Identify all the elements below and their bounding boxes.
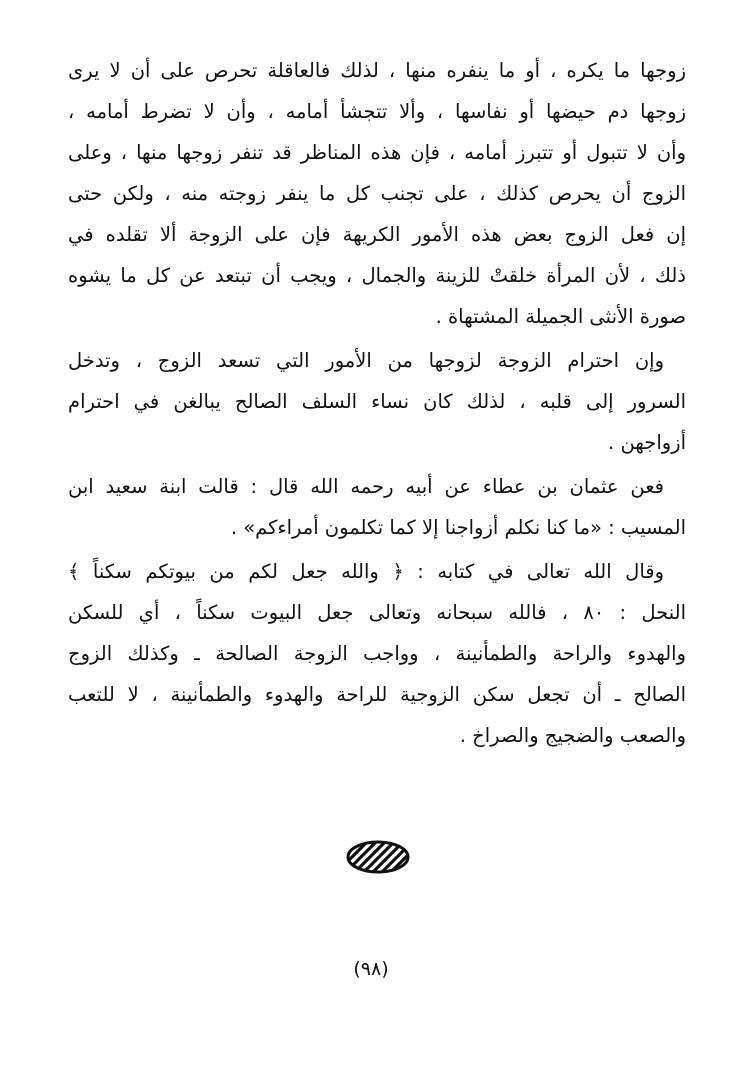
body-text — [68, 50, 686, 756]
text-line: فعن عثمان بن عطاء عن أبيه رحمه الله قال : قالت ابنة سعيد ابن — [68, 475, 664, 498]
text-line: صورة الأنثى الجميلة المشتهاة . — [435, 305, 686, 328]
text-line: وقال الله تعالى في كتابه : ﴿ والله جعل لكم من بيوتكم سكناً ﴾ — [68, 560, 664, 583]
text-line: الزوج أن يحرص كذلك ، على تجنب كل ما ينفر زوجته منه ، ولكن حتى — [68, 182, 686, 205]
text-line: إن فعل الزوج بعض هذه الأمور الكريهة فإن على الزوجة ألا تقلده في — [68, 223, 686, 246]
text-line: وأن لا تتبول أو تتبرز أمامه ، فإن هذه المناظر قد تنفر زوجها منها ، وعلى — [68, 141, 686, 164]
text-line: والهدوء والراحة والطمأنينة ، وواجب الزوجة الصالحة ـ وكذلك الزوج — [68, 642, 686, 665]
hatched-oval-ornament-icon — [346, 840, 410, 874]
text-line: المسيب : «ما كنا نكلم أزواجنا إلا كما تكلمون أمراءكم» . — [230, 516, 686, 539]
text-line: السرور إلى قلبه ، لذلك كان نساء السلف الصالح يبالغن في احترام — [68, 390, 686, 413]
text-line: زوجها دم حيضها أو نفاسها ، وألا تتجشأ أمامه ، وأن لا تضرط أمامه ، — [68, 100, 686, 123]
text-line: أزواجهن . — [608, 431, 686, 454]
text-line: الصالح ـ أن تجعل سكن الزوجية للراحة والهدوء والطمأنينة ، لا للتعب — [68, 683, 686, 706]
text-line: والصعب والضجيج والصراخ . — [459, 724, 686, 747]
text-line: وإن احترام الزوجة لزوجها من الأمور التي تسعد الزوج ، وتدخل — [68, 349, 664, 372]
text-line: النحل : ٨٠ ، فالله سبحانه وتعالى جعل البيوت سكناً ، أي للسكن — [68, 601, 686, 624]
page-number: (٩٨) — [353, 958, 389, 980]
text-line: زوجها ما يكره ، أو ما ينفره منها ، لذلك فالعاقلة تحرص على أن لا يرى — [68, 59, 686, 82]
text-line: ذلك ، لأن المرأة خلقتْ للزينة والجمال ، ويجب أن تبتعد عن كل ما يشوه — [68, 264, 686, 287]
